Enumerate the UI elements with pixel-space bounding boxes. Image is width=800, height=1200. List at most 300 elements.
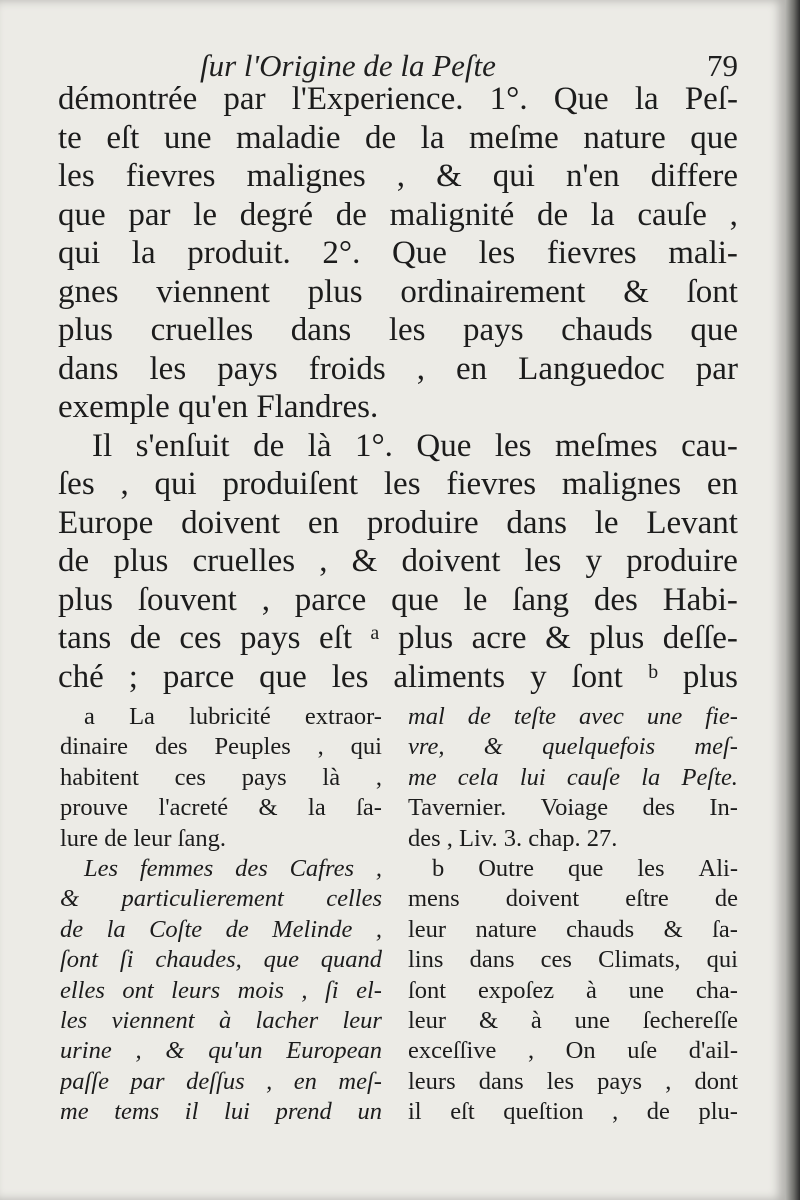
word: qui: [350, 733, 382, 761]
word: &: [663, 915, 683, 943]
word: que: [263, 946, 299, 974]
word: Peuples: [214, 733, 291, 761]
word: tans: [58, 620, 112, 656]
word: une: [628, 976, 664, 1004]
footnote-right-line: [408, 915, 738, 945]
word: la: [131, 235, 156, 271]
word: y: [530, 658, 547, 695]
word: mens: [408, 885, 460, 913]
word: par: [223, 81, 266, 117]
word: ,: [120, 466, 129, 502]
word: à: [530, 1006, 542, 1034]
word: le: [193, 196, 218, 233]
word: les: [58, 158, 95, 194]
word: les: [60, 1006, 88, 1034]
word: Climats,: [598, 946, 681, 974]
word: à: [585, 976, 597, 1004]
word: ,: [135, 1037, 142, 1065]
word: une: [646, 703, 683, 730]
word: les: [637, 854, 665, 882]
word: European: [286, 1037, 382, 1065]
word: Tavernier.: [408, 794, 507, 822]
word: Ali-: [698, 854, 738, 882]
word: &: [545, 620, 571, 656]
word: les: [383, 466, 421, 502]
word: &: [165, 1037, 185, 1065]
word: s'enſuit: [135, 427, 230, 464]
word: exceſſive: [408, 1037, 497, 1065]
main-text-line: [58, 311, 738, 350]
word: a: [84, 703, 95, 730]
word: ,: [396, 158, 406, 194]
word: ſa-: [712, 915, 738, 943]
word: plus: [307, 273, 363, 310]
word: 1°.: [354, 427, 393, 464]
word: que: [690, 312, 738, 348]
footnote-right-line: des , Liv. 3. chap. 27.: [408, 824, 618, 852]
word: ces: [540, 946, 572, 974]
footnote-right-line: [408, 976, 738, 1006]
word: doivent: [505, 885, 580, 913]
word: la: [106, 915, 126, 943]
word: dont: [694, 1067, 738, 1095]
word: que: [58, 196, 106, 233]
word: ,: [375, 915, 382, 943]
word: In-: [709, 794, 738, 822]
word: meſ-: [694, 733, 738, 761]
word: lui: [224, 1098, 250, 1126]
word: dans: [478, 1067, 524, 1095]
word: ,: [261, 581, 270, 618]
word: degré: [239, 196, 314, 233]
word: dinaire: [60, 733, 129, 761]
word: plus: [682, 658, 738, 695]
footnote-right-line: [408, 854, 738, 884]
word: Levant: [646, 504, 738, 541]
word: cruelles: [150, 312, 254, 348]
main-text-line: [58, 350, 738, 389]
word: nature: [475, 915, 537, 943]
word: en: [293, 1067, 317, 1095]
word: queſtion: [503, 1098, 584, 1126]
word: un: [357, 1098, 382, 1126]
word: chauds: [561, 312, 653, 348]
word: ces: [179, 620, 222, 656]
word: ſang: [512, 581, 570, 618]
footnote-left-line: [60, 763, 382, 793]
word: Voiage: [540, 794, 609, 822]
word: que: [567, 854, 604, 882]
word: démontrée: [58, 81, 198, 117]
word: leurs: [408, 1067, 456, 1095]
word: une: [163, 119, 212, 156]
footnote-column-left: [60, 702, 382, 1127]
word: des: [642, 794, 676, 822]
word: eſt: [319, 620, 353, 656]
footnote-right-line: [408, 884, 738, 914]
word: les: [494, 427, 532, 464]
main-text-block: [58, 80, 738, 696]
word: meſme: [469, 119, 559, 156]
word: prend: [275, 1098, 332, 1126]
footnote-right-line: [408, 945, 738, 975]
word: Europe: [58, 504, 154, 541]
word: Coſte: [149, 915, 203, 943]
word: quelquefois: [542, 733, 656, 761]
main-text-line: [58, 273, 738, 312]
word: maladie: [236, 119, 341, 156]
word: quand: [320, 946, 382, 974]
footnote-left-line: [60, 915, 382, 945]
main-text-line: [58, 157, 738, 196]
word: ſont: [686, 273, 738, 310]
word: produire: [626, 543, 738, 579]
word: lui: [519, 763, 546, 791]
word: expoſez: [477, 976, 555, 1004]
word: deſſus: [186, 1067, 245, 1095]
word: habitent: [60, 763, 139, 791]
footnote-right-line: [408, 1097, 738, 1127]
word: viennent: [111, 1006, 195, 1034]
word: chaudes,: [155, 946, 242, 974]
word: cela: [457, 763, 499, 791]
word: y: [585, 543, 602, 579]
word: pays: [597, 1067, 643, 1095]
page-edge-shadow: [785, 0, 800, 1200]
footnote-left-line: [60, 976, 382, 1006]
running-title: ſur l'Origine de la Peſte: [200, 48, 496, 83]
word: Peſte.: [681, 763, 738, 791]
word: la: [308, 794, 326, 822]
word: uſe: [627, 1037, 658, 1065]
word: dans: [506, 504, 567, 541]
word: meſ-: [338, 1067, 382, 1095]
word: avec: [579, 703, 624, 730]
word: Que: [553, 81, 609, 117]
word: l'Experience.: [291, 81, 464, 117]
footnote-right-line: [408, 702, 738, 732]
word: plus: [589, 620, 645, 656]
word: pays: [241, 763, 287, 791]
footnote-right-line: [408, 1036, 738, 1066]
word: viennent: [156, 273, 270, 310]
word: ſont: [60, 946, 99, 974]
word: lacher: [255, 1006, 319, 1034]
main-text-line: [58, 504, 738, 543]
word: Melinde: [272, 915, 353, 943]
word: que: [690, 119, 738, 156]
word: Il: [92, 427, 113, 464]
word: ſouvent: [137, 581, 237, 618]
word: la: [641, 763, 661, 791]
word: plus: [58, 581, 114, 618]
word: mal: [408, 703, 445, 730]
word: fievres: [546, 235, 637, 271]
word: des: [593, 581, 638, 618]
word: aliments: [393, 658, 506, 695]
word: en: [706, 466, 738, 502]
word: en: [307, 504, 340, 541]
word: plus: [113, 543, 169, 579]
footnote-left-line: [60, 1067, 382, 1097]
word: qui: [58, 235, 101, 271]
word: produire: [366, 504, 479, 541]
word: ,: [527, 1037, 535, 1065]
word: teſte: [513, 703, 557, 730]
main-text-line: [58, 80, 738, 119]
word: les: [331, 658, 369, 695]
word: pays: [240, 620, 301, 656]
page-number: 79: [707, 48, 738, 83]
main-text-line: [58, 234, 738, 273]
footnote-left-line: [60, 1006, 382, 1036]
word: nature: [583, 119, 666, 156]
footnote-right-line: [408, 793, 738, 823]
word: tems: [114, 1098, 160, 1126]
main-text-line: [58, 465, 738, 504]
word: ,: [612, 1098, 619, 1126]
word: dans: [290, 312, 352, 348]
word: il: [408, 1098, 422, 1126]
footnote-left-line: [60, 702, 382, 732]
word: me: [60, 1098, 89, 1126]
word: extraor-: [304, 703, 382, 730]
word: ſont: [571, 658, 623, 695]
word: ,: [729, 196, 738, 233]
word: me: [408, 763, 437, 791]
word: le: [463, 581, 488, 618]
word: ,: [416, 350, 425, 387]
word: de: [467, 703, 491, 730]
word: ;: [128, 658, 138, 695]
word: ces: [174, 763, 206, 791]
word: lins: [408, 946, 444, 974]
main-text-line: [58, 196, 738, 235]
word: acre: [471, 620, 527, 656]
word: ᵃ: [370, 620, 380, 656]
word: cau-: [681, 427, 738, 464]
footnote-left-line: [60, 945, 382, 975]
word: cha-: [695, 976, 738, 1004]
word: là: [322, 763, 341, 791]
word: les: [149, 350, 187, 387]
footnote-left-line: [60, 884, 382, 914]
word: leur: [408, 1006, 447, 1034]
word: ſi: [324, 976, 339, 1004]
word: malignes: [246, 158, 366, 194]
word: ſes: [58, 466, 95, 502]
word: il: [184, 1098, 199, 1126]
word: en: [456, 350, 488, 387]
word: Outre: [478, 854, 535, 882]
word: de: [646, 1098, 670, 1126]
word: ſa-: [356, 794, 382, 822]
footnote-left-line: [60, 1036, 382, 1066]
footnote-left-line: [60, 793, 382, 823]
word: femmes: [139, 854, 214, 882]
footnote-left-line: [60, 1097, 382, 1127]
word: par: [130, 1067, 165, 1095]
word: &: [623, 273, 649, 310]
word: prouve: [60, 794, 129, 822]
word: el-: [356, 976, 382, 1004]
word: plus: [58, 312, 114, 348]
word: la: [634, 81, 659, 117]
word: la: [420, 119, 445, 156]
word: une: [574, 1006, 610, 1034]
word: de: [129, 620, 161, 656]
word: Les: [84, 854, 119, 882]
main-text-line: exemple qu'en Flandres.: [58, 389, 379, 425]
footnote-left-line: [60, 732, 382, 762]
word: la: [590, 196, 615, 233]
word: doivent: [401, 543, 501, 579]
word: elles: [60, 976, 105, 1004]
word: de: [225, 915, 249, 943]
word: les: [546, 1067, 575, 1095]
word: qui: [706, 946, 738, 974]
word: dans: [469, 946, 515, 974]
word: le: [594, 504, 619, 541]
word: differe: [650, 158, 738, 194]
word: parce: [294, 581, 367, 618]
word: &: [483, 733, 503, 761]
main-text-line: [58, 542, 738, 581]
word: de: [58, 543, 90, 579]
word: urine: [60, 1037, 112, 1065]
footnote-left-line: lure de leur ſang.: [60, 824, 226, 852]
main-text-line: [58, 581, 738, 620]
word: ché: [58, 658, 104, 695]
word: de: [253, 427, 285, 464]
word: Habi-: [662, 581, 738, 618]
word: Cafres: [289, 854, 355, 882]
main-text-line: [58, 119, 738, 158]
word: leur: [342, 1006, 382, 1034]
word: ſi: [119, 946, 134, 974]
word: Que: [391, 235, 447, 271]
main-text-line: [58, 619, 738, 658]
word: &: [258, 794, 278, 822]
word: &: [60, 885, 80, 913]
word: 1°.: [489, 81, 528, 117]
word: les: [388, 312, 426, 348]
word: fie-: [705, 703, 738, 730]
word: ,: [375, 854, 382, 882]
word: cauſe: [566, 763, 620, 791]
word: cruelles: [192, 543, 296, 579]
word: leur: [408, 915, 447, 943]
word: à: [218, 1006, 232, 1034]
word: ont: [122, 976, 154, 1004]
word: paſſe: [60, 1067, 109, 1095]
word: de: [364, 119, 397, 156]
word: doivent: [181, 504, 281, 541]
word: Languedoc: [518, 350, 665, 387]
word: celles: [326, 885, 382, 913]
word: par: [128, 196, 171, 233]
word: qui: [154, 466, 197, 502]
word: ,: [301, 976, 308, 1004]
word: les: [478, 235, 516, 271]
word: gnes: [58, 273, 119, 310]
word: de: [60, 915, 84, 943]
word: eſt: [450, 1098, 475, 1126]
word: ,: [665, 1067, 672, 1095]
word: Peſ-: [684, 81, 738, 117]
footnote-right-line: [408, 732, 738, 762]
word: froids: [308, 350, 386, 387]
word: des: [154, 733, 188, 761]
word: malignité: [389, 196, 515, 233]
footnote-column-right: [408, 702, 738, 1127]
word: lubricité: [189, 703, 271, 730]
word: des: [235, 854, 268, 882]
word: mali-: [668, 235, 738, 271]
word: ordinairement: [400, 273, 586, 310]
word: de: [536, 196, 569, 233]
word: de: [714, 885, 738, 913]
word: pays: [217, 350, 278, 387]
word: qui: [492, 158, 535, 194]
word: pays: [463, 312, 524, 348]
word: ,: [319, 543, 328, 579]
word: dans: [58, 350, 119, 387]
word: eſt: [106, 119, 140, 156]
footnote-right-line: [408, 1067, 738, 1097]
word: ſont: [408, 976, 447, 1004]
word: parce: [162, 658, 235, 695]
word: que: [259, 658, 307, 695]
word: plu-: [698, 1098, 738, 1126]
word: mois: [237, 976, 284, 1004]
main-text-line: [58, 658, 738, 697]
word: &: [351, 543, 378, 579]
word: produit.: [187, 235, 291, 271]
main-text-line: [58, 427, 738, 466]
word: deſſe-: [662, 620, 738, 656]
word: &: [478, 1006, 498, 1034]
word: ,: [266, 1067, 273, 1095]
word: ſechereſſe: [642, 1006, 738, 1034]
word: qu'un: [208, 1037, 263, 1065]
word: Que: [416, 427, 472, 464]
word: te: [58, 119, 82, 156]
word: l'acreté: [158, 794, 229, 822]
word: eſtre: [625, 885, 669, 913]
word: meſmes: [555, 427, 658, 464]
word: leurs: [171, 976, 221, 1004]
word: que: [391, 581, 439, 618]
footnote-right-line: [408, 763, 738, 793]
word: ,: [375, 763, 382, 791]
word: cauſe: [637, 196, 707, 233]
word: particulierement: [121, 885, 284, 913]
word: b: [432, 854, 445, 882]
word: On: [565, 1037, 596, 1065]
word: n'en: [566, 158, 620, 194]
word: ,: [317, 733, 324, 761]
word: chauds: [566, 915, 635, 943]
word: là: [307, 427, 332, 464]
word: vre,: [408, 733, 445, 761]
word: ᵇ: [647, 658, 658, 695]
word: malignes: [561, 466, 682, 502]
footnote-left-line: [60, 854, 382, 884]
word: de: [335, 196, 367, 233]
word: plus: [398, 620, 454, 656]
word: fievres: [125, 158, 216, 194]
